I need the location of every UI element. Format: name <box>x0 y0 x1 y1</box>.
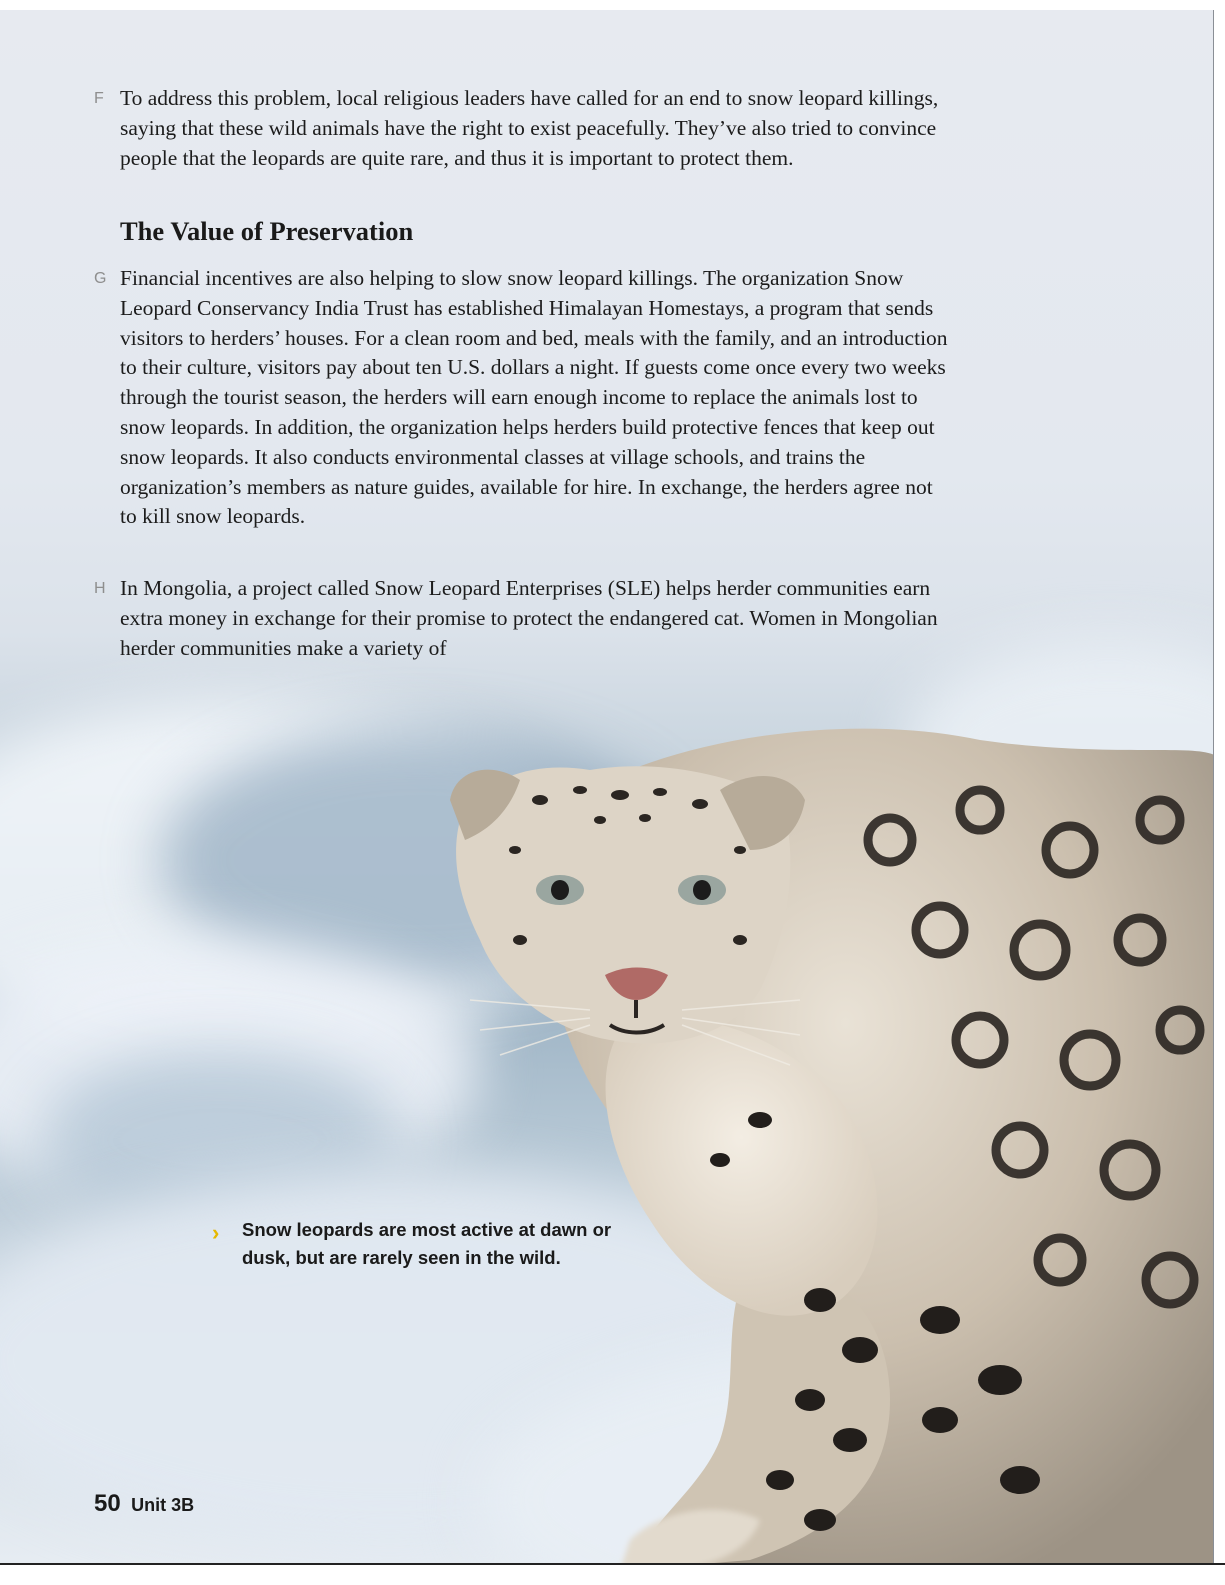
textbook-page <box>0 10 1213 1563</box>
paragraph-letter-f: F <box>94 90 104 107</box>
snow-leopard-photo <box>420 700 1213 1563</box>
page-footer <box>94 1490 194 1518</box>
photo-caption: Snow leopards are most active at dawn or dusk, but are rarely seen in the wild. <box>242 1219 612 1268</box>
page-edge <box>1213 10 1214 1565</box>
paragraph-g: Financial incentives are also helping to slow snow leopard killings. The organization Snow Leopard Conservancy India Trust has established Himalayan Homestays, a program that sends visitors to herders’ houses. For a clean room and bed, meals with the family, and an introduction to their culture, visitors pay about ten U.S. dollars a night. If guests come once every two weeks through the tourist season, the herders will earn enough income to replace the animals lost to snow leopards. In addition, the organization helps herders build protective fences that keep out snow leopards. It also conducts environmental classes at village schools, and trains the organization’s members as nature guides, available for hire. In exchange, the herders agree not to kill snow leopards. <box>120 266 948 529</box>
section-heading: The Value of Preservation <box>120 216 414 246</box>
page-edge <box>0 1563 1225 1565</box>
page-number: 50 <box>94 1490 121 1517</box>
paragraph-f: To address this problem, local religious leaders have called for an end to snow leopard killings, saying that these wild animals have the right to exist peacefully. They’ve also tried to convince people that the leopards are quite rare, and thus it is important to protect them. <box>120 86 939 170</box>
paragraph-letter-h: H <box>94 580 106 597</box>
unit-label: Unit 3B <box>131 1495 195 1515</box>
caption-arrow-icon: › <box>212 1220 220 1245</box>
paragraph-letter-g: G <box>94 270 107 287</box>
paragraph-h: In Mongolia, a project called Snow Leopard Enterprises (SLE) helps herder communities earn extra money in exchange for their promise to protect the endangered cat. Women in Mongolian herder communities make a variety of <box>120 576 938 660</box>
